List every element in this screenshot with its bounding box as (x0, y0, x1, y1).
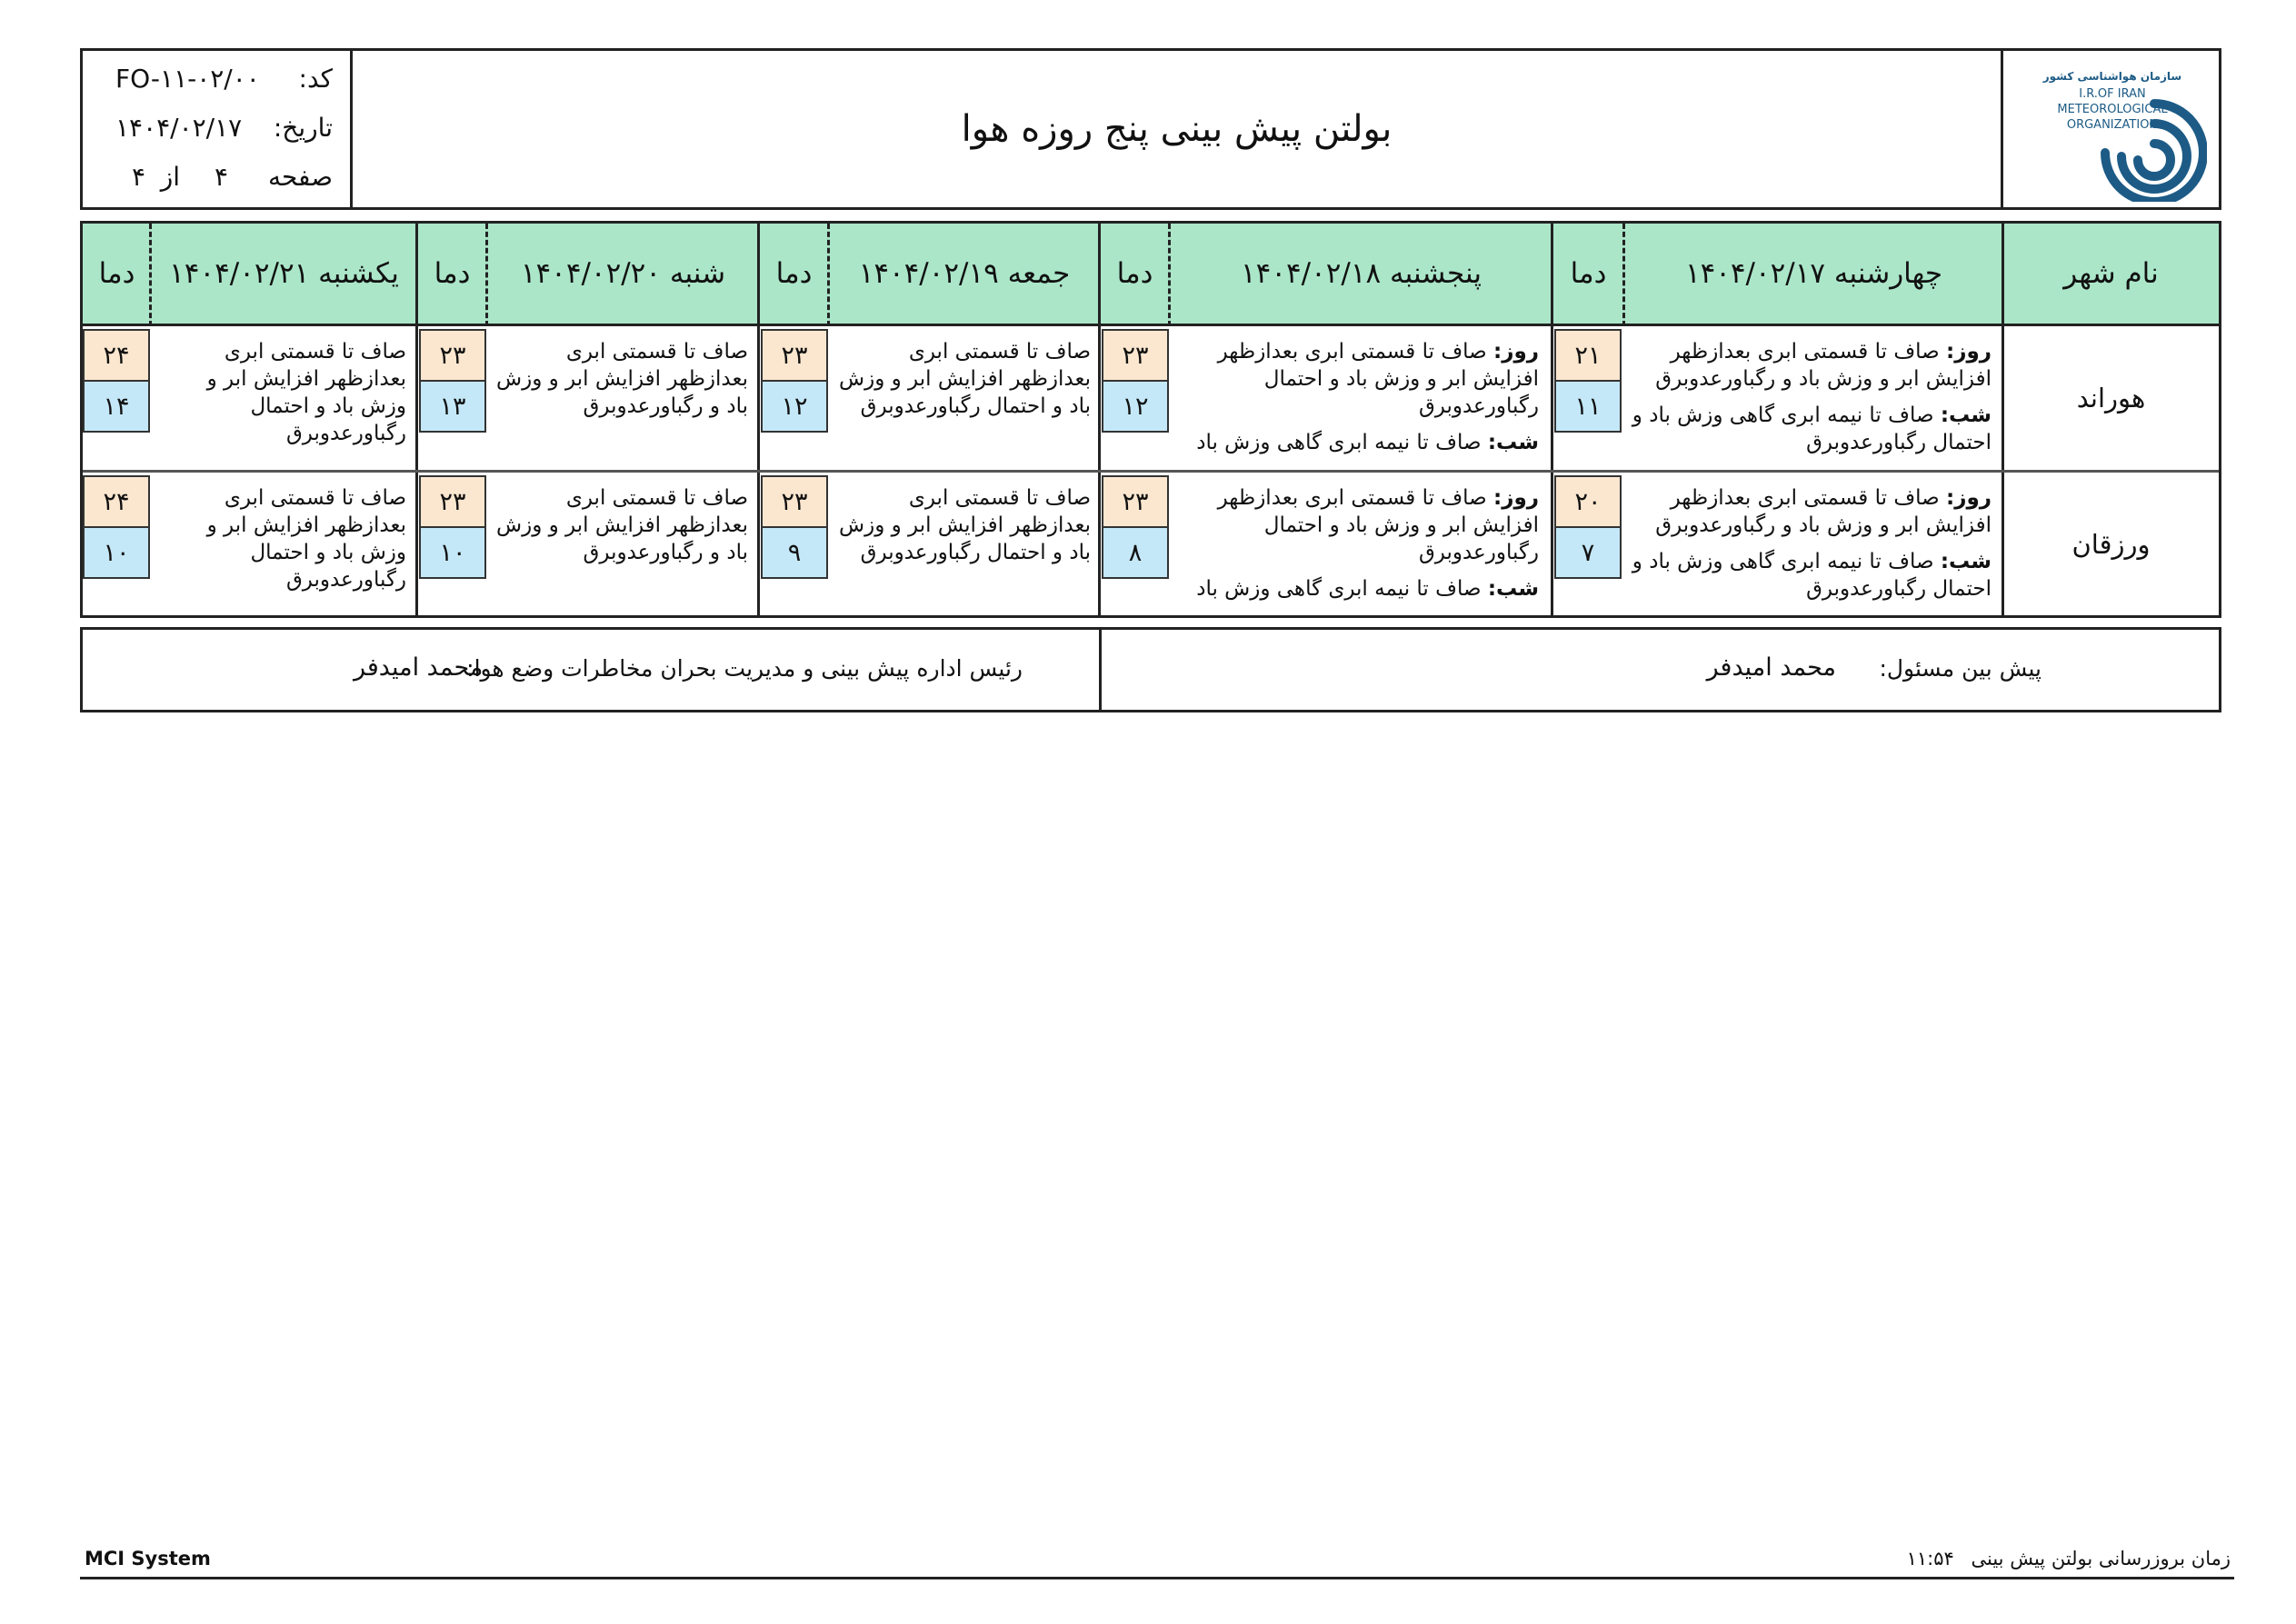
logo-text-en-3: ORGANIZATION (2066, 118, 2159, 132)
day-header-4: شنبه ۱۴۰۴/۰۲/۲۰ (487, 224, 759, 326)
min-temp: ۱۰ (419, 526, 486, 579)
signature-box (80, 627, 2221, 712)
day-label: روز: (1493, 486, 1539, 510)
page-total: ۴ (132, 162, 146, 192)
forecast-day-text (1628, 484, 1992, 539)
logo-text-en-2: METEOROLOGICAL (2057, 103, 2168, 116)
header-dash-divider (485, 224, 488, 326)
title-box (353, 51, 2001, 207)
meta-page (101, 162, 333, 205)
header-dash-divider (1622, 224, 1625, 326)
min-temp: ۱۳ (419, 380, 486, 433)
min-temp: ۱۲ (761, 380, 828, 433)
temp-header-4: دما (417, 224, 487, 326)
column-divider (1098, 224, 1101, 615)
date-value: ۱۴۰۴/۰۲/۱۷ (115, 113, 243, 143)
column-divider (757, 224, 760, 615)
night-label: شب: (1940, 550, 1992, 573)
column-divider (1551, 224, 1553, 615)
min-temp: ۱۲ (1102, 380, 1169, 433)
day-header-1: چهارشنبه ۱۴۰۴/۰۲/۱۷ (1624, 224, 2003, 326)
max-temp: ۲۳ (761, 475, 828, 528)
forecast-night-text (1628, 548, 1992, 603)
night-label: شب: (1940, 404, 1992, 427)
forecast-day-text (1173, 484, 1539, 566)
forecast-night-text (1628, 402, 1992, 456)
department-head-label: رئیس اداره پیش بینی و مدیریت بحران مخاطرات وضع هوا: (466, 655, 1023, 682)
day-header-2: پنجشنبه ۱۴۰۴/۰۲/۱۸ (1170, 224, 1552, 326)
min-temp: ۹ (761, 526, 828, 579)
forecaster-label: پیش بین مسئول: (1879, 655, 2041, 682)
night-forecast: صاف تا نیمه ابری گاهی وزش باد و احتمال رگباورعدوبرق (1632, 550, 1992, 601)
min-temp: ۷ (1554, 526, 1622, 579)
temp-header-5: دما (83, 224, 151, 326)
forecast-night-text (1173, 429, 1539, 456)
day-forecast: صاف تا قسمتی ابری بعدازظهر افزایش ابر و وزش باد و رگباورعدوبرق (1655, 486, 1992, 537)
night-forecast: صاف تا نیمه ابری گاهی وزش باد و احتمال رگباورعدوبرق (1632, 404, 1992, 454)
night-forecast: صاف تا نیمه ابری گاهی وزش باد (1196, 577, 1482, 601)
forecast-text: صاف تا قسمتی ابری بعدازظهر افزایش ابر و وزش باد و احتمال رگباورعدوبرق (206, 340, 406, 445)
min-temp: ۱۰ (83, 526, 150, 579)
max-temp: ۲۳ (761, 329, 828, 382)
temp-header-1: دما (1552, 224, 1624, 326)
forecast-text: صاف تا قسمتی ابری بعدازظهر افزایش ابر و وزش باد و رگباورعدوبرق (496, 340, 748, 418)
logo-text-fa: سازمان هواشناسی کشور (2042, 70, 2182, 83)
temp-header-2: دما (1100, 224, 1170, 326)
city-name: ورزقان (2071, 528, 2151, 560)
signature-divider (1099, 630, 1102, 710)
row-divider (83, 470, 2219, 473)
page-current: ۴ (214, 162, 228, 192)
bulletin-header (80, 48, 2221, 210)
code-label: کد: (298, 64, 333, 94)
document-meta (83, 51, 353, 207)
forecast-table (80, 221, 2221, 618)
footer-rule (80, 1577, 2234, 1579)
department-head-name: محمد امیدفر (354, 653, 484, 682)
header-dash-divider (1168, 224, 1171, 326)
night-forecast: صاف تا نیمه ابری گاهی وزش باد (1196, 431, 1482, 454)
max-temp: ۲۰ (1554, 475, 1622, 528)
meta-code (101, 64, 333, 107)
header-dash-divider (827, 224, 830, 326)
header-dash-divider (149, 224, 152, 326)
logo-box (2001, 51, 2219, 207)
night-label: شب: (1487, 577, 1539, 601)
day-label: روز: (1946, 486, 1992, 510)
forecast-night-text (1173, 575, 1539, 603)
night-label: شب: (1487, 431, 1539, 454)
column-divider (415, 224, 418, 615)
update-label: زمان بروزرسانی بولتن پیش بینی (1971, 1548, 2231, 1569)
page-label: صفحه (267, 162, 333, 192)
day-label: روز: (1946, 340, 1992, 364)
day-forecast: صاف تا قسمتی ابری بعدازظهر افزایش ابر و وزش باد و احتمال رگباورعدوبرق (1217, 486, 1539, 564)
max-temp: ۲۴ (83, 329, 150, 382)
meta-date (101, 113, 333, 156)
code-value: FO-۱۱-۰۲/۰۰ (115, 64, 260, 94)
bulletin-title: بولتن پیش بینی پنج روزه هوا (961, 108, 1393, 150)
forecast-day-text (1628, 338, 1992, 393)
forecaster-name: محمد امیدفر (1706, 653, 1836, 682)
min-temp: ۸ (1102, 526, 1169, 579)
max-temp: ۲۴ (83, 475, 150, 528)
logo-text-en-1: I.R.OF IRAN (2079, 87, 2146, 101)
page-of: از (160, 162, 180, 192)
temp-header-3: دما (759, 224, 829, 326)
max-temp: ۲۱ (1554, 329, 1622, 382)
forecast-text: صاف تا قسمتی ابری بعدازظهر افزایش ابر و وزش باد و احتمال رگباورعدوبرق (839, 340, 1091, 418)
city-header: نام شهر (2003, 224, 2219, 326)
forecast-text: صاف تا قسمتی ابری بعدازظهر افزایش ابر و وزش باد و احتمال رگباورعدوبرق (206, 486, 406, 592)
day-header-3: جمعه ۱۴۰۴/۰۲/۱۹ (829, 224, 1100, 326)
max-temp: ۲۳ (1102, 329, 1169, 382)
city-name: هوراند (2076, 383, 2146, 413)
min-temp: ۱۱ (1554, 380, 1622, 433)
forecast-text: صاف تا قسمتی ابری بعدازظهر افزایش ابر و وزش باد و احتمال رگباورعدوبرق (839, 486, 1091, 564)
day-forecast: صاف تا قسمتی ابری بعدازظهر افزایش ابر و وزش باد و رگباورعدوبرق (1655, 340, 1992, 391)
forecast-day-text (1173, 338, 1539, 420)
update-time: ۱۱:۵۴ (1906, 1548, 1954, 1569)
forecast-text: صاف تا قسمتی ابری بعدازظهر افزایش ابر و وزش باد و رگباورعدوبرق (496, 486, 748, 564)
day-forecast: صاف تا قسمتی ابری بعدازظهر افزایش ابر و وزش باد و احتمال رگباورعدوبرق (1217, 340, 1539, 418)
system-name: MCI System (85, 1548, 211, 1569)
meteorological-organization-logo (2018, 60, 2207, 202)
date-label: تاریخ: (273, 113, 333, 143)
min-temp: ۱۴ (83, 380, 150, 433)
max-temp: ۲۳ (1102, 475, 1169, 528)
day-header-5: یکشنبه ۱۴۰۴/۰۲/۲۱ (151, 224, 417, 326)
max-temp: ۲۳ (419, 475, 486, 528)
max-temp: ۲۳ (419, 329, 486, 382)
day-label: روز: (1493, 340, 1539, 364)
update-time-note (1907, 1548, 2231, 1569)
